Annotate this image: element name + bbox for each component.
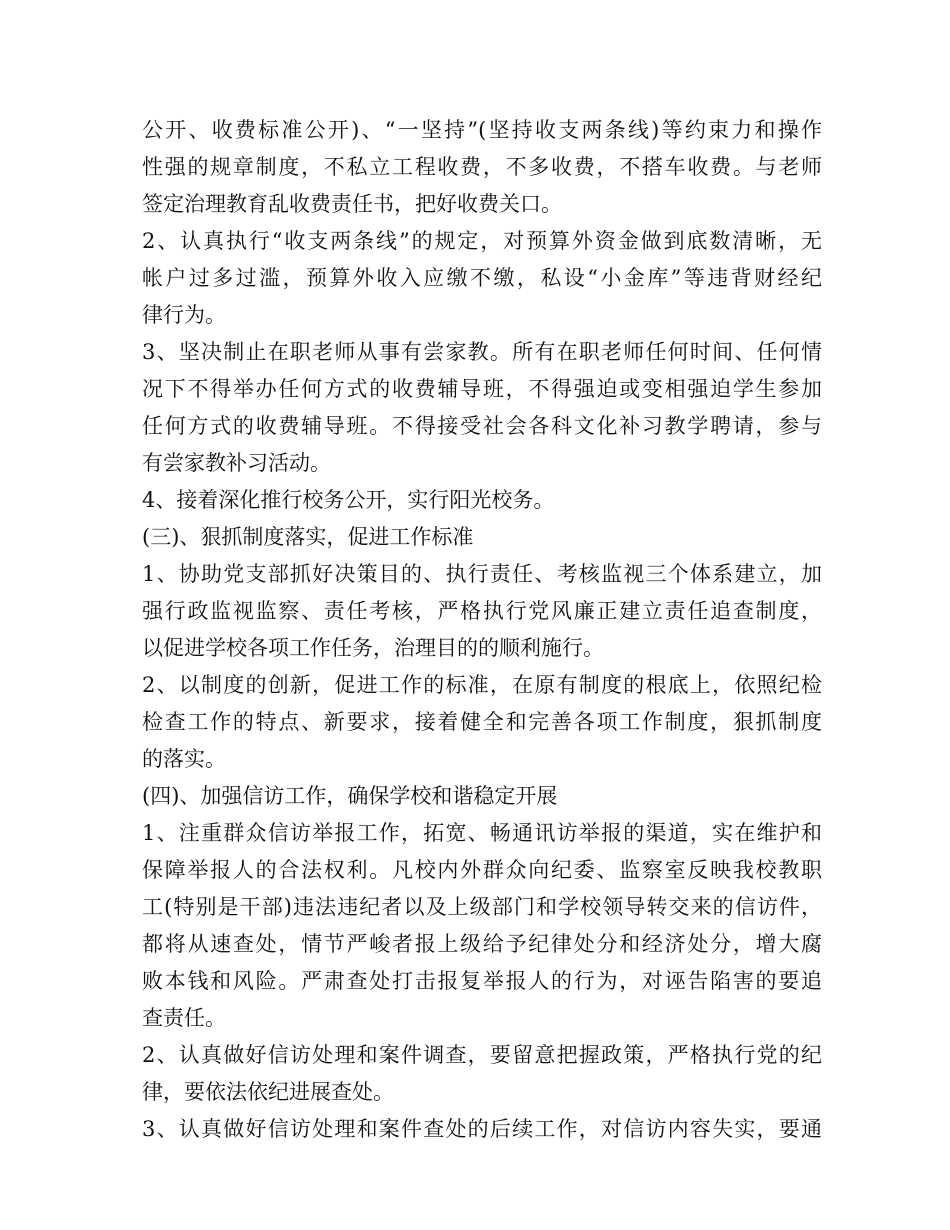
text-line: 性强的规章制度，不私立工程收费，不多收费，不搭车收费。与老师	[142, 155, 822, 179]
text-line: 1、协助党支部抓好决策目的、执行责任、考核监视三个体系建立，加	[142, 562, 822, 586]
text-line: (三)、狠抓制度落实，促进工作标准	[142, 525, 474, 549]
text-line: 的落实。	[142, 747, 226, 771]
text-line: 2、认真执行“收支两条线”的规定，对预算外资金做到底数清晰，无	[142, 229, 822, 253]
text-line: 强行政监视监察、责任考核，严格执行党风廉正建立责任追查制度，	[142, 599, 822, 623]
text-line: 签定治理教育乱收费责任书，把好收费关口。	[142, 192, 562, 216]
text-line: 有尝家教补习活动。	[142, 451, 331, 475]
text-line: 帐户过多过滥，预算外收入应缴不缴，私设“小金库”等违背财经纪	[142, 266, 822, 290]
text-line: 1、注重群众信访举报工作，拓宽、畅通讯访举报的渠道，实在维护和	[142, 821, 822, 845]
text-line: 工(特别是干部)违法违纪者以及上级部门和学校领导转交来的信访件，	[142, 895, 822, 919]
text-line: 4、接着深化推行校务公开，实行阳光校务。	[142, 488, 555, 512]
text-line: 公开、收费标准公开)、“一坚持”(坚持收支两条线)等约束力和操作	[142, 118, 822, 142]
text-line: 查责任。	[142, 1006, 226, 1030]
text-line: 2、以制度的创新，促进工作的标准，在原有制度的根底上，依照纪检	[142, 673, 822, 697]
text-line: 律行为。	[142, 303, 226, 327]
text-line: 保障举报人的合法权利。凡校内外群众向纪委、监察室反映我校教职	[142, 858, 822, 882]
text-line: 2、认真做好信访处理和案件调查，要留意把握政策，严格执行党的纪	[142, 1043, 822, 1067]
text-line: 律，要依法依纪进展查处。	[142, 1080, 394, 1104]
text-line: 检查工作的特点、新要求，接着健全和完善各项工作制度，狠抓制度	[142, 710, 822, 734]
text-line: 3、认真做好信访处理和案件查处的后续工作，对信访内容失实，要通	[142, 1117, 822, 1141]
body-text	[142, 112, 822, 1148]
text-line: 败本钱和风险。严肃查处打击报复举报人的行为，对诬告陷害的要追	[142, 969, 822, 993]
text-line: (四)、加强信访工作，确保学校和谐稳定开展	[142, 784, 558, 808]
text-line: 都将从速查处，情节严峻者报上级给予纪律处分和经济处分，增大腐	[142, 932, 822, 956]
text-line: 况下不得举办任何方式的收费辅导班，不得强迫或变相强迫学生参加	[142, 377, 822, 401]
text-line: 3、坚决制止在职老师从事有尝家教。所有在职老师任何时间、任何情	[142, 340, 822, 364]
text-line: 任何方式的收费辅导班。不得接受社会各科文化补习教学聘请，参与	[142, 414, 822, 438]
text-line: 以促进学校各项工作任务，治理目的的顺利施行。	[142, 636, 604, 660]
